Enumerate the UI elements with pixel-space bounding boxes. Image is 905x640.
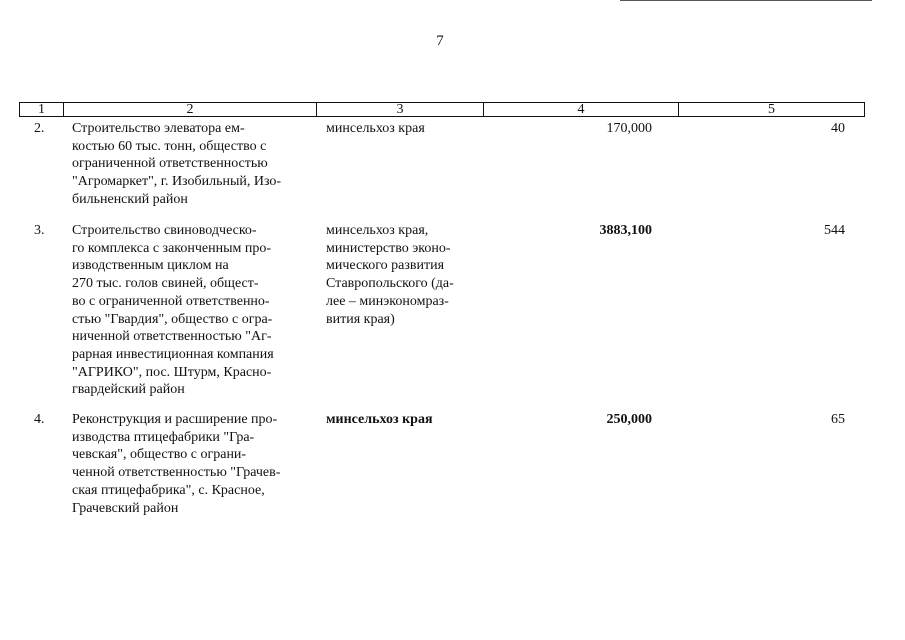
project-name-line: "Агромаркет", г. Изобильный, Изо- xyxy=(72,174,282,190)
project-name-line: го комплекса с законченным про- xyxy=(72,240,272,256)
responsible-org-line: мического развития xyxy=(326,258,445,274)
project-name-line: изводственным циклом на xyxy=(72,258,229,274)
row-number: 3. xyxy=(34,223,45,238)
project-name xyxy=(72,222,317,399)
responsible-org-line: вития края) xyxy=(326,311,395,327)
header-col-4: 4 xyxy=(484,103,679,116)
jobs-count: 65 xyxy=(831,412,845,427)
project-name-line: ченной ответственностью "Грачев- xyxy=(72,465,281,481)
project-name-line: рарная инвестиционная компания xyxy=(72,346,274,362)
project-name-line: чевская", общество с ограни- xyxy=(72,447,247,463)
page-number: 7 xyxy=(436,33,444,49)
header-col-1: 1 xyxy=(20,103,64,116)
project-name-line: Реконструкция и расширение про- xyxy=(72,412,278,427)
responsible-org-line: минсельхоз края xyxy=(326,121,425,136)
responsible-org-line: минсельхоз края xyxy=(326,412,433,427)
top-rule xyxy=(620,0,872,1)
project-name-line: костью 60 тыс. тонн, общество с xyxy=(72,138,267,154)
responsible-org-line: лее – минэкономраз- xyxy=(326,293,449,309)
project-name-line: изводства птицефабрики "Гра- xyxy=(72,429,255,445)
header-col-5: 5 xyxy=(768,102,775,117)
project-name-line: бильненский район xyxy=(72,191,188,207)
jobs-count: 544 xyxy=(824,223,845,238)
project-name-line: Строительство элеватора ем- xyxy=(72,121,245,136)
responsible-org-line: Ставропольского (да- xyxy=(326,276,454,292)
responsible-org xyxy=(326,411,486,429)
investment-value: 3883,100 xyxy=(599,223,652,238)
header-col-3: 3 xyxy=(317,103,484,116)
project-name-line: во с ограниченной ответственно- xyxy=(72,293,270,309)
header-col-2: 2 xyxy=(64,103,317,116)
responsible-org xyxy=(326,222,486,328)
project-name xyxy=(72,411,317,517)
row-number: 4. xyxy=(34,412,45,427)
project-name-line: Строительство свиноводческо- xyxy=(72,223,257,238)
responsible-org-line: министерство эконо- xyxy=(326,240,451,256)
project-name-line: гвардейский район xyxy=(72,382,185,398)
table-header-row xyxy=(19,102,865,117)
row-number: 2. xyxy=(34,121,45,136)
project-name-line: ограниченной ответственностью xyxy=(72,156,268,172)
jobs-count: 40 xyxy=(831,121,845,136)
project-name-line: стью "Гвардия", общество с огра- xyxy=(72,311,273,327)
responsible-org-line: минсельхоз края, xyxy=(326,223,429,238)
project-name-line: Грачевский район xyxy=(72,500,179,516)
responsible-org xyxy=(326,120,486,138)
project-name xyxy=(72,120,317,209)
project-name-line: "АГРИКО", пос. Штурм, Красно- xyxy=(72,364,272,380)
project-name-line: 270 тыс. голов свиней, общест- xyxy=(72,276,259,292)
project-name-line: ниченной ответственностью "Аг- xyxy=(72,329,272,345)
investment-value: 250,000 xyxy=(606,412,652,427)
project-name-line: ская птицефабрика", с. Красное, xyxy=(72,482,265,498)
investment-value: 170,000 xyxy=(606,121,652,136)
